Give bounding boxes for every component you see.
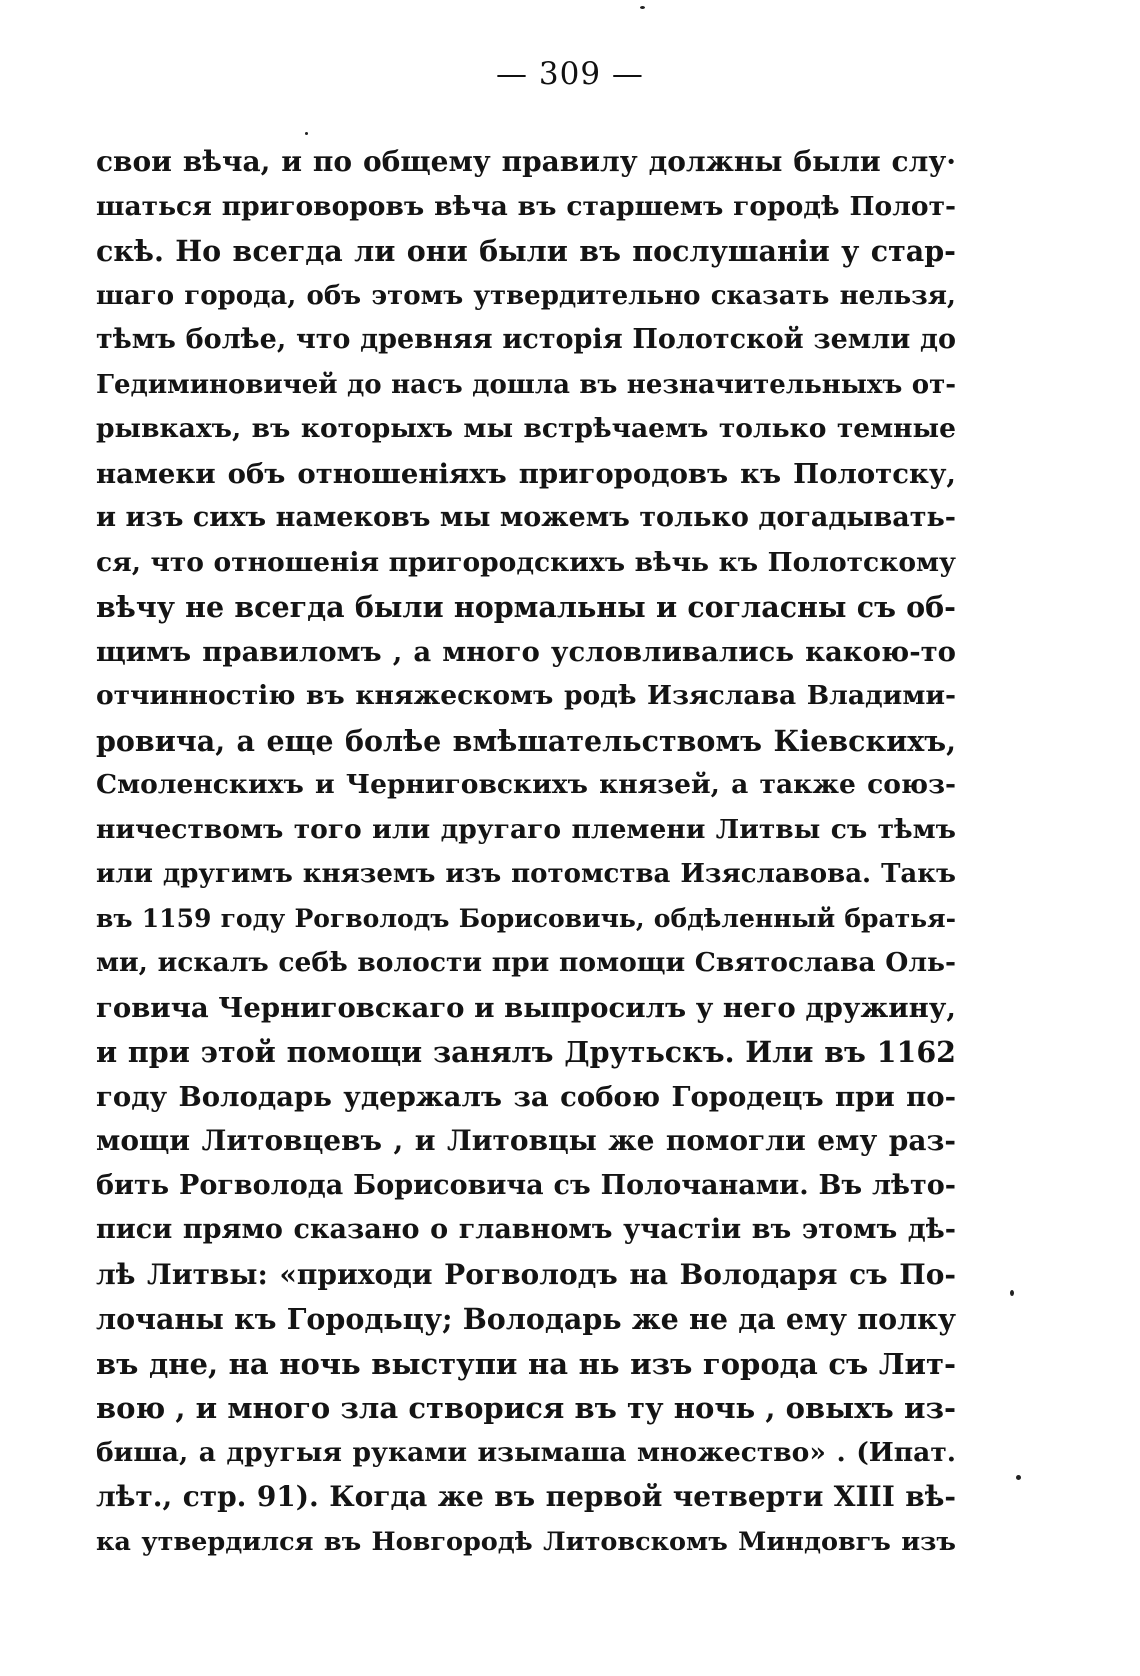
text-line: мощи Литовцевъ , и Литовцы же помогли ему раз- [96, 1124, 956, 1157]
text-line: въ дне, на ночь выступи на нь изъ города съ Лит- [96, 1346, 956, 1381]
text-line: Смоленскихъ и Черниговскихъ князей, а также союз- [96, 769, 956, 800]
text-line: ка утвердился въ Новгородѣ Литовскомъ Миндовгъ изъ [96, 1526, 956, 1557]
text-line: Гедиминовичей до насъ дошла въ незначительныхъ от- [96, 369, 956, 400]
text-line: шаго города, объ этомъ утвердительно сказать нельзя, [96, 280, 956, 311]
text-line: лѣ Литвы: «приходи Рогволодъ на Володаря съ По- [96, 1257, 956, 1291]
text-line: году Володарь удержалъ за собою Городецъ при по- [96, 1080, 956, 1113]
text-line: шаться приговоровъ вѣча въ старшемъ городѣ Полот- [96, 190, 956, 222]
text-line: ровича, а еще болѣе вмѣшательствомъ Кiевскихъ, [96, 723, 956, 758]
body-text [96, 140, 956, 1564]
text-line: и изъ сихъ намековъ мы можемъ только догадывать- [96, 502, 956, 533]
text-line: ся, что отношенiя пригородскихъ вѣчь къ Полотскому [96, 546, 956, 578]
text-line: лѣт., стр. 91). Когда же въ первой четверти XIII вѣ- [96, 1480, 956, 1513]
text-line: или другимъ княземъ изъ потомства Изяславова. Такъ [96, 859, 956, 889]
text-line: ничествомъ того или другаго племени Литвы съ тѣмъ [96, 813, 956, 845]
text-line: тѣмъ болѣе, что древняя исторiя Полотской земли до [96, 324, 956, 355]
scan-speck [1010, 1290, 1014, 1296]
text-line: бить Рогволода Борисовича съ Полочанами. Въ лѣто- [96, 1169, 956, 1201]
text-line: ми, искалъ себѣ волости при помощи Святослава Оль- [96, 947, 956, 978]
text-line: въ 1159 году Рогволодъ Борисовичь, обдѣленный братья- [96, 903, 956, 933]
text-line: свои вѣча, и по общему правилу должны были слу· [96, 145, 956, 178]
text-line: отчинностiю въ княжескомъ родѣ Изяслава Владими- [96, 680, 956, 711]
text-line: и при этой помощи занялъ Друтьскъ. Или въ 1162 [96, 1035, 956, 1069]
scan-speck [640, 6, 645, 9]
text-line: писи прямо сказано о главномъ участiи въ этомъ дѣ- [96, 1214, 956, 1245]
text-line: щимъ правиломъ , а много условливались какою-то [96, 635, 956, 668]
text-line: биша, а другыя руками изымаша множество» . (Ипат. [96, 1436, 956, 1468]
text-line: намеки объ отношенiяхъ пригородовъ къ Полотску, [96, 457, 956, 490]
text-line: вою , и много зла створися въ ту ночь , овыхъ из- [96, 1391, 956, 1425]
text-line: рывкахъ, въ которыхъ мы встрѣчаемъ только темные [96, 413, 956, 444]
text-line: говича Черниговскаго и выпросилъ у него дружину, [96, 991, 956, 1024]
scan-speck [305, 132, 308, 135]
scan-speck [1016, 1475, 1021, 1480]
text-line: скѣ. Но всегда ли они были въ послушанiи у стар- [96, 234, 956, 268]
text-line: лочаны къ Городьцу; Володарь же не да ему полку [96, 1302, 956, 1336]
page-number: — 309 — [496, 56, 644, 92]
text-line: вѣчу не всегда были нормальны и согласны съ об- [96, 590, 956, 624]
